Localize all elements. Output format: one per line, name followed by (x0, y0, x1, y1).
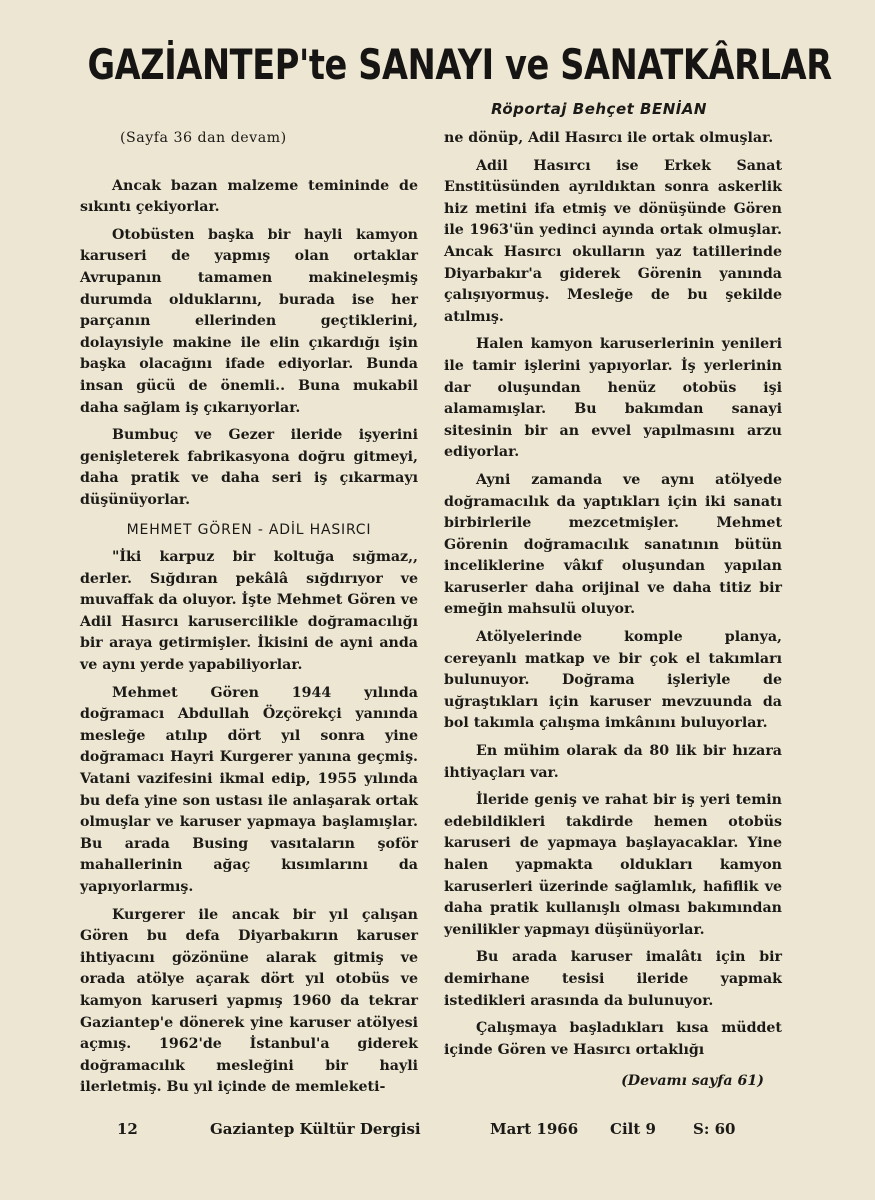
continued-note: (Devamı sayfa 61) (621, 1073, 764, 1090)
page-number: 12 (117, 1120, 138, 1138)
left-column (80, 128, 418, 1105)
issue-number: S: 60 (693, 1120, 736, 1138)
continuation-note: (Sayfa 36 dan devam) (120, 130, 287, 146)
article-byline: Röportaj Behçet BENİAN (491, 100, 707, 118)
section-subheading: MEHMET GÖREN - ADİL HASIRCI (126, 521, 372, 538)
paragraph: Otobüsten başka bir hayli kamyon karuseri de yapmış olan ortaklar Avrupanın tamamen makineleşmiş durumda olduklarını, burada ise her parçanın ellerinden geçtiklerini, dolayısiyle makine ile elin çıkardığı işin başka olacağını ifade ediyorlar. Bunda insan gücü de önemli.. Buna mukabil daha sağlam iş çıkarıyorlar. (80, 226, 418, 416)
paragraph: Adil Hasırcı ise Erkek Sanat Enstitüsünden ayrıldıktan sonra askerlik hiz metini ifa etmiş ve dönüşünde Gören ile 1963'ün yedinci ayında ortak olmuşlar. Ancak Hasırcı okulların yaz tatillerinde Diyarbakır'a giderek Görenin yanında çalışıyormuş. Mesleğe de bu şekilde atılmış. (444, 157, 782, 325)
paragraph: Mehmet Gören 1944 yılında doğramacı Abdullah Özçörekçi yanında mesleğe atılıp dört yıl sonra yine doğramacı Hayri Kurgerer yanına geçmiş. Vatani vazifesini ikmal edip, 1955 yılında bu defa yine son ustası ile anlaşarak ortak olmuşlar ve karuser yapmaya başlamışlar. Bu arada Busing vasıtaların şoför mahallerinin ağaç kısımlarını da yapıyorlarmış. (80, 684, 418, 895)
paragraph: Halen kamyon karuserlerinin yenileri ile tamir işlerini yapıyorlar. İş yerlerinin dar oluşundan henüz otobüs işi alamamışlar. Bu bakımdan sanayi sitesinin bir an evvel yapılmasını arzu ediyorlar. (444, 336, 782, 461)
paragraph: En mühim olarak da 80 lik bir hızara ihtiyaçları var. (444, 743, 782, 781)
paragraph: ne dönüp, Adil Hasırcı ile ortak olmuşlar. (444, 130, 774, 146)
paragraph: Kurgerer ile ancak bir yıl çalışan Gören bu defa Diyarbakırın karuser ihtiyacını gözönüne alarak gitmiş ve orada atölye açarak dört yıl otobüs ve kamyon karuseri yapmış 1960 da tekrar Gaziantep'e dönerek yine karuser atölyesi açmış. 1962'de İstanbul'a giderek doğramacılık mesleğini bir hayli ilerletmiş. Bu yıl içinde de memleketi- (80, 906, 418, 1096)
article-headline: GAZİANTEP'te SANAYI ve SANATKÂRLAR (87, 40, 832, 89)
paragraph: Ancak bazan malzeme temininde de sıkıntı çekiyorlar. (80, 177, 418, 216)
paragraph: Bumbuç ve Gezer ileride işyerini genişleterek fabrikasyona doğru gitmeyi, daha pratik ve daha seri iş çıkarmayı düşünüyorlar. (80, 427, 418, 508)
paragraph: Bu arada karuser imalâtı için bir demirhane tesisi ileride yapmak istedikleri arasında da bulunuyor. (444, 949, 782, 1009)
paragraph: "İki karpuz bir koltuğa sığmaz,, derler. Sığdıran pekâlâ sığdırıyor ve muvaffak da oluyor. İşte Mehmet Gören ve Adil Hasırcı karusercilikle doğramacılığı bir araya getirmişler. İkisini de ayni anda ve aynı yerde yapabiliyorlar. (80, 549, 418, 674)
paragraph: Çalışmaya başladıkları kısa müddet içinde Gören ve Hasırcı ortaklığı (444, 1020, 782, 1058)
magazine-name: Gaziantep Kültür Dergisi (210, 1120, 421, 1138)
right-column (444, 128, 782, 1099)
volume-number: Cilt 9 (610, 1120, 656, 1138)
issue-date: Mart 1966 (490, 1120, 579, 1138)
page-footer (0, 1120, 875, 1144)
paragraph: İleride geniş ve rahat bir iş yeri temin edebildikleri takdirde hemen otobüs karuseri de yapmaya başlayacaklar. Yine halen yapmakta oldukları kamyon karuserleri üzerinde sağlamlık, hafiflik ve daha pratik kullanışlı olması bakımından yenilikler yapmayı düşünüyorlar. (444, 792, 782, 938)
paragraph: Atölyelerinde komple planya, cereyanlı matkap ve bir çok el takımları bulunuyor. Doğrama işleriyle de uğraştıkları için karuser mevzuunda da bol takımla çalışma imkânını buluyorlar. (444, 629, 782, 732)
paragraph: Ayni zamanda ve aynı atölyede doğramacılık da yaptıkları için iki sanatı birbirlerile mezcetmişler. Mehmet Görenin doğramacılık sanatının bütün inceliklerine vâkıf oluşundan yapılan karuserler daha orijinal ve daha titiz bir emeğin mahsulü oluyor. (444, 471, 782, 618)
